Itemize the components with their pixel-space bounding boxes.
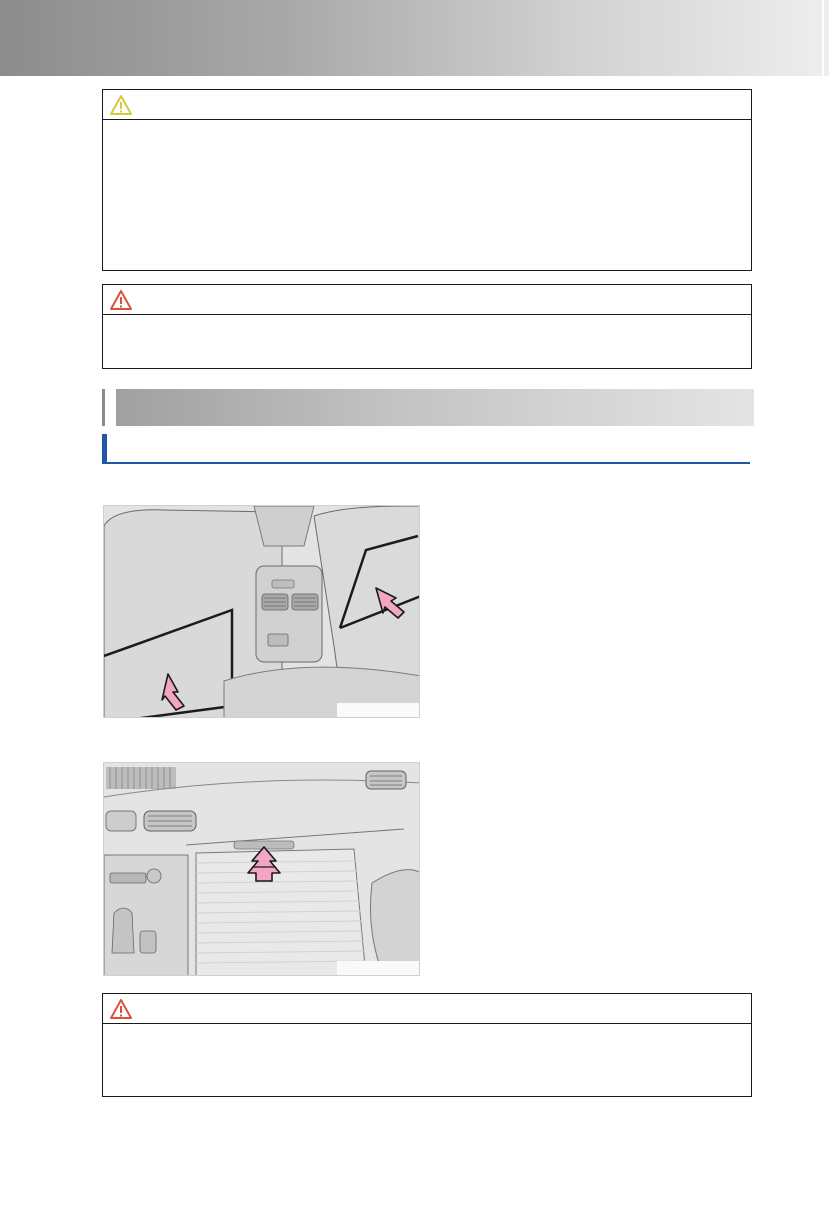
subsection-accent xyxy=(102,434,107,464)
warning-icon xyxy=(109,998,133,1020)
warning-notice-body xyxy=(103,1024,751,1096)
subsection-heading xyxy=(102,434,750,464)
warning-notice xyxy=(102,993,752,1097)
caution-notice-body xyxy=(103,120,751,270)
figure-id-tag xyxy=(337,703,419,717)
warning-notice-header xyxy=(103,994,751,1024)
warning-icon xyxy=(109,289,133,311)
seatback-pockets-drawing xyxy=(104,506,420,718)
warning-notice-header xyxy=(103,285,751,315)
warning-notice-body xyxy=(103,315,751,368)
section-heading-rule xyxy=(102,389,105,426)
glove-box-illustration xyxy=(103,762,420,976)
subsection-underline xyxy=(102,462,750,464)
section-heading-bar xyxy=(102,389,754,426)
page-header-band xyxy=(0,0,829,76)
caution-notice xyxy=(102,89,752,271)
page-header-edge xyxy=(822,0,824,76)
section-heading-fill xyxy=(116,389,754,426)
warning-notice xyxy=(102,284,752,369)
caution-notice-header xyxy=(103,90,751,120)
caution-icon xyxy=(109,94,133,116)
seatback-pockets-illustration xyxy=(103,505,420,718)
figure-id-tag xyxy=(337,961,419,975)
glove-box-drawing xyxy=(104,763,420,976)
